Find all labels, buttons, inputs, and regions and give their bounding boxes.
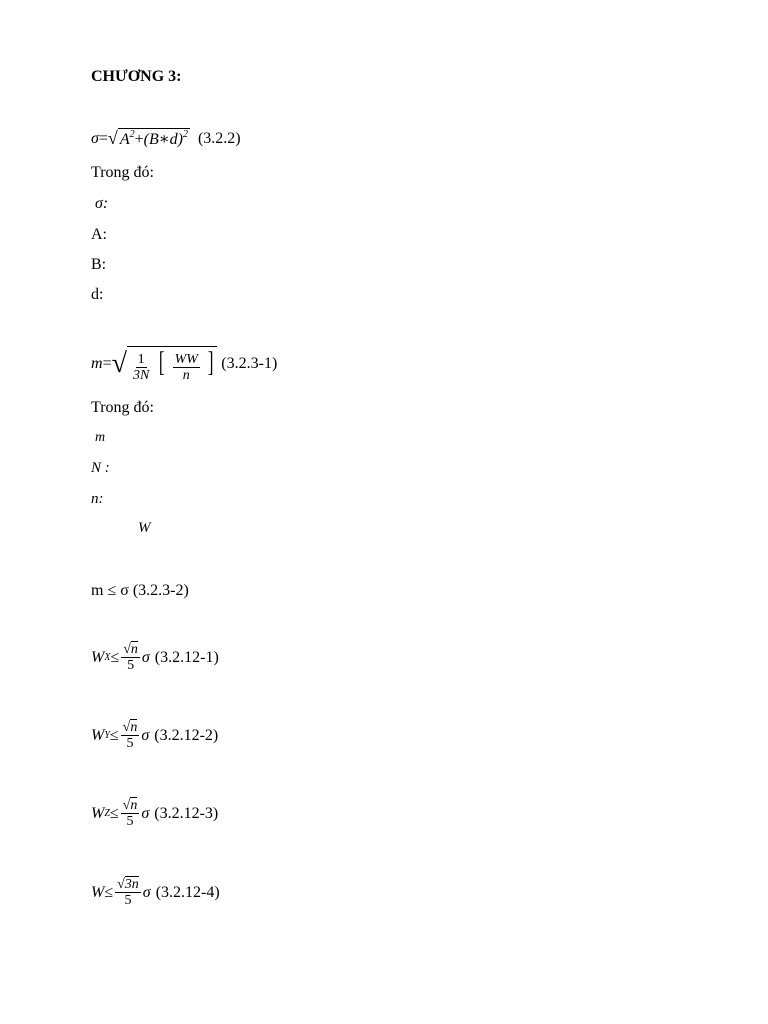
numerator xyxy=(121,798,140,814)
denominator: 5 xyxy=(127,658,135,673)
term-bd: (B∗d) xyxy=(143,131,183,148)
sqrt-icon: √ xyxy=(107,128,118,148)
def-item: d: xyxy=(91,286,104,303)
equation-3-2-3-2: m ≤ σ (3.2.3-2) xyxy=(91,582,189,599)
equals-sign: = xyxy=(98,129,108,147)
radicand xyxy=(127,346,217,383)
subscript: X xyxy=(104,652,111,663)
equation-label: (3.2.2) xyxy=(197,129,241,147)
leq-sign: ≤ xyxy=(110,648,120,666)
def-item: B: xyxy=(91,256,107,273)
fraction-sqrt-3n-over-5 xyxy=(115,877,141,908)
exp-b: 2 xyxy=(182,129,188,140)
equation-3-2-3-1 xyxy=(91,346,277,383)
sigma-symbol: σ xyxy=(141,804,150,822)
denominator: 5 xyxy=(124,893,132,908)
fraction-sqrt-n-over-5 xyxy=(121,720,140,751)
equals-sign: = xyxy=(102,355,112,373)
leq-sign: ≤ xyxy=(109,726,119,744)
equation-label: (3.2.12-3) xyxy=(154,804,219,822)
numerator xyxy=(121,720,140,736)
exp-a: 2 xyxy=(129,129,135,140)
w-symbol: W xyxy=(91,883,105,901)
equation-3-2-12-1 xyxy=(91,642,219,673)
def-item: A: xyxy=(91,226,107,243)
radicand xyxy=(118,128,190,149)
equation-3-2-12-2 xyxy=(91,720,218,751)
def-item: n: xyxy=(91,491,104,507)
equation-label: (3.2.12-1) xyxy=(154,648,219,666)
leq-sign: ≤ xyxy=(109,804,119,822)
denominator: 3N xyxy=(132,367,150,383)
def-item: σ: xyxy=(95,195,109,212)
sigma-symbol: σ xyxy=(142,883,151,901)
sigma-symbol: σ xyxy=(91,129,99,147)
subscript: Y xyxy=(104,730,110,741)
numerator: WW xyxy=(174,351,198,367)
fraction-sqrt-n-over-5 xyxy=(121,798,140,829)
left-bracket-icon: [ xyxy=(159,347,165,378)
right-bracket-icon: ] xyxy=(207,347,214,378)
equation-label: (3.2.3-1) xyxy=(221,355,278,373)
sqrt-icon: √ xyxy=(123,642,131,657)
radicand: n xyxy=(130,642,138,657)
sqrt-icon: √ xyxy=(122,720,131,735)
denominator: n xyxy=(182,367,190,383)
equation-3-2-12-4 xyxy=(91,877,220,908)
numerator xyxy=(121,642,140,658)
denominator: 5 xyxy=(126,736,134,751)
def-item: N : xyxy=(91,460,110,476)
equation-3-2-2 xyxy=(91,128,241,149)
fraction-sqrt-n-over-5 xyxy=(121,642,140,673)
equation-label: (3.2.12-2) xyxy=(154,726,219,744)
numerator xyxy=(115,877,141,893)
sigma-symbol: σ xyxy=(141,648,150,666)
subscript: Z xyxy=(104,808,110,819)
sqrt-icon: √ xyxy=(122,798,131,813)
fraction-ww-over-n xyxy=(173,352,200,383)
w-symbol: W xyxy=(91,804,105,822)
radicand: n xyxy=(130,720,138,735)
sqrt-icon: √ xyxy=(111,348,127,380)
fraction-1-over-3n xyxy=(131,352,151,383)
sqrt-icon: √ xyxy=(117,877,125,892)
var-a: A xyxy=(119,131,130,148)
def-item: m xyxy=(95,430,106,445)
chapter-heading: CHƯƠNG 3: xyxy=(91,68,182,85)
numerator: 1 xyxy=(137,351,145,367)
leq-sign: ≤ xyxy=(104,883,114,901)
denominator: 5 xyxy=(126,814,134,829)
equation-3-2-12-3 xyxy=(91,798,218,829)
radicand: n xyxy=(130,798,138,813)
w-symbol: W xyxy=(91,726,105,744)
w-symbol: W xyxy=(91,648,105,666)
where-label: Trong đó: xyxy=(91,399,154,416)
m-symbol: m xyxy=(91,355,103,373)
plus-sign: + xyxy=(134,131,144,148)
where-label: Trong đó: xyxy=(91,164,154,181)
equation-label: (3.2.12-4) xyxy=(155,883,220,901)
sigma-symbol: σ xyxy=(141,726,150,744)
radicand: 3n xyxy=(124,877,139,892)
def-item: W xyxy=(138,520,151,536)
